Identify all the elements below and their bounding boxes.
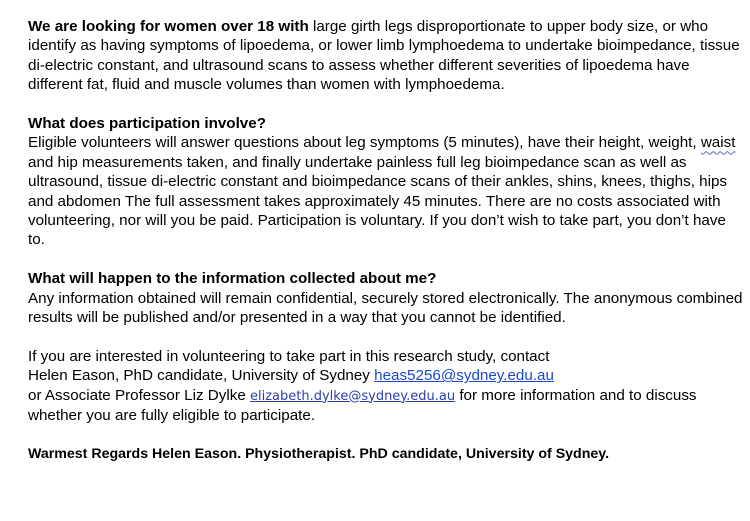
contact-line-2-prefix: Helen Eason, PhD candidate, University of Sydney: [28, 367, 375, 385]
contact-line-3-suffix: for more information and to discuss whether you are fully eligible to participate.: [28, 386, 697, 425]
information-heading: What will happen to the information collected about me?: [28, 270, 437, 288]
information-section: [28, 269, 744, 327]
contact-line-1: If you are interested in volunteering to take part in this research study, contact: [28, 347, 550, 365]
participation-heading: What does participation involve?: [28, 115, 266, 133]
intro-text: large girth legs disproportionate to upper body size, or who identify as having symptoms of lipoedema, or lower limb lymphoedema to undertake bioimpedance, tissue di-electric constant, and ultrasound scans to assess whether different severities of lipoedema have different fat, fluid and muscle volumes than women with lymphoedema.: [28, 18, 740, 94]
contact-section: [28, 347, 744, 426]
intro-paragraph: [28, 17, 744, 95]
liz-email-link[interactable]: elizabeth.dylke@sydney.edu.au: [250, 388, 456, 404]
document-body: [28, 17, 744, 479]
participation-text-before: Eligible volunteers will answer questions about leg symptoms (5 minutes), have their height, weight,: [28, 134, 701, 152]
intro-bold-lead: We are looking for women over 18 with: [28, 18, 309, 35]
helen-email-link[interactable]: heas5256@sydney.edu.au: [374, 367, 554, 385]
participation-section: [28, 114, 744, 250]
spellcheck-flagged-word: waist: [700, 134, 736, 152]
contact-line-3-prefix: or Associate Professor Liz Dylke: [28, 386, 250, 404]
signoff-line: Warmest Regards Helen Eason. Physiotherapist. PhD candidate, University of Sydney.: [28, 446, 610, 463]
participation-text-after: and hip measurements taken, and finally undertake painless full leg bioimpedance scan as well as ultrasound, tissue di-electric constant and bioimpedance scans of their ankles, shins, knees, thighs, hips and abdomen The full assessment takes approximately 45 minutes. There are no costs associated with volunteering, nor will you be paid. Participation is voluntary. If you don’t wish to take part, you don’t have to.: [28, 153, 728, 249]
information-text: Any information obtained will remain confidential, securely stored electronically. The anonymous combined results will be published and/or presented in a way that you cannot be identified.: [28, 289, 743, 327]
